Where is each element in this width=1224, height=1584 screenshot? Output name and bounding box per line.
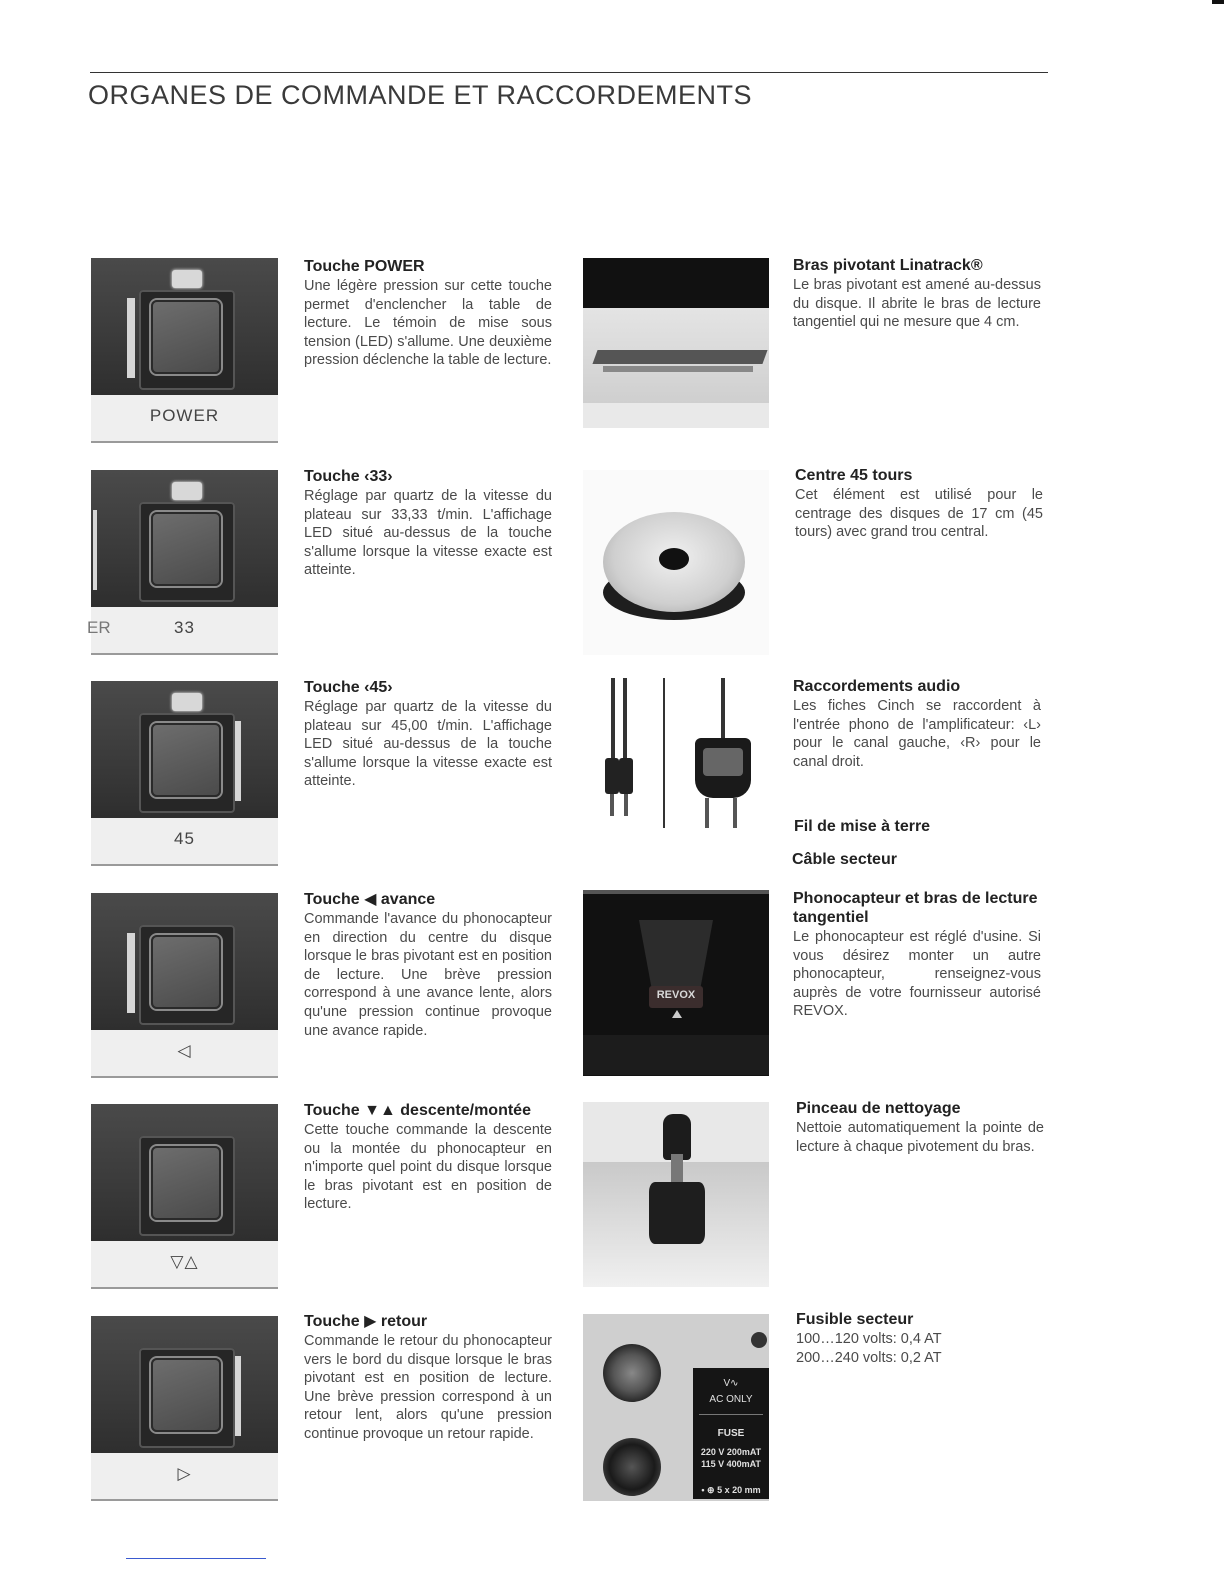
lift-button-photo (91, 1104, 278, 1289)
control-block-power (304, 257, 552, 370)
partial-label: ER (87, 618, 111, 637)
power-label: POWER (149, 406, 220, 425)
speed-33-button-photo (87, 470, 278, 655)
control-title: Touche ‹33› (304, 468, 393, 485)
control-title: Touche ▼▲ descente/montée (304, 1102, 531, 1119)
return-key (151, 1358, 221, 1432)
component-title: Pinceau de nettoyage (796, 1100, 961, 1117)
control-body: Réglage par quartz de la vitesse du plateau sur 45,00 t/min. L'affichage LED situé au-dessus de la touche s'allume lorsque la vitesse exacte est atteinte. (304, 699, 552, 790)
pickup-photo (583, 890, 769, 1076)
component-block-pickup (793, 889, 1041, 1021)
component-block-audio (793, 677, 1041, 771)
return-label: ▷ (177, 1464, 192, 1483)
fuse-panel-line: 220 V 200mAT (700, 1447, 762, 1457)
power-button-photo (91, 258, 278, 443)
control-body: Commande le retour du phonocapteur vers le bord du disque lorsque le bras pivotant est en position de lecture. Une brève pression correspond à un retour lent, alors qu'une pression continue provoque un retour rapide. (304, 1333, 552, 1442)
control-block-advance (304, 890, 552, 1040)
ground-wire-label (794, 817, 1042, 837)
control-block-33 (304, 467, 552, 580)
fuse-panel-photo (583, 1314, 769, 1501)
speed-45-key (151, 723, 221, 797)
component-title: Raccordements audio (793, 678, 961, 695)
lift-label: ▽△ (170, 1252, 199, 1271)
mains-cable-title: Câble secteur (792, 851, 897, 868)
fuse-panel-line: • ⊕ 5 x 20 mm (701, 1485, 761, 1495)
control-block-lift (304, 1101, 552, 1214)
linatrack-arm-photo (583, 258, 769, 428)
component-title: Phonocapteur et bras de lecture tangentiel (793, 890, 1038, 926)
led-indicator (172, 693, 202, 711)
power-key (151, 300, 221, 374)
advance-key (151, 935, 221, 1009)
control-body: Une légère pression sur cette touche permet d'enclencher la table de lecture. Le témoin de mise sous tension (LED) s'allume. Une deuxième pression déclenche la table de lecture. (304, 278, 552, 369)
component-body: Le phonocapteur est réglé d'usine. Si vous désirez monter un autre phonocapteur, renseignez-vous auprès de votre fournisseur autorisé REVOX. (793, 929, 1041, 1020)
corner-mark (1212, 0, 1224, 4)
component-body: Le bras pivotant est amené au-dessus du disque. Il abrite le bras de lecture tangentiel qui ne mesure que 4 cm. (793, 277, 1041, 331)
control-title: Touche POWER (304, 258, 425, 275)
fuse-panel-line: V∿ (723, 1378, 739, 1389)
bottom-rule (126, 1558, 266, 1559)
component-block-arm (793, 256, 1041, 332)
fuse-rating-2: 200…240 volts: 0,2 AT (796, 1349, 942, 1366)
control-body: Cette touche commande la descente ou la montée du phonocapteur en n'importe quel point du disque lorsque le bras pivotant est en position de lecture. (304, 1122, 552, 1213)
led-indicator (172, 270, 202, 288)
speed-33-key (151, 512, 221, 586)
top-rule (90, 72, 1048, 73)
fuse-panel-line: FUSE (717, 1428, 745, 1439)
control-block-return (304, 1312, 552, 1444)
component-title: Centre 45 tours (795, 467, 913, 484)
control-block-45 (304, 678, 552, 791)
fuse-panel-line: 115 V 400mAT (701, 1459, 761, 1469)
led-indicator (172, 482, 202, 500)
speed-33-label: 33 (174, 618, 195, 637)
control-title: Touche ‹45› (304, 679, 393, 696)
component-body: Cet élément est utilisé pour le centrage des disques de 17 cm (45 tours) avec grand trou central. (795, 487, 1043, 541)
cleaning-brush-photo (583, 1102, 769, 1287)
center-45-adapter-photo (583, 470, 769, 655)
advance-button-photo (91, 893, 278, 1078)
speed-45-button-photo (91, 681, 278, 866)
audio-cables-photo (583, 678, 769, 838)
advance-label: ◁ (177, 1041, 192, 1060)
speed-45-label: 45 (174, 829, 195, 848)
component-block-center45 (795, 466, 1043, 542)
control-body: Commande l'avance du phonocapteur en direction du centre du disque lorsque le bras pivotant est en position de lecture. Une brève pression correspond à une avance lente, alors qu'une pression continue provoque une avance rapide. (304, 911, 552, 1039)
page-title: ORGANES DE COMMANDE ET RACCORDEMENTS (88, 80, 753, 110)
mains-cable-label (792, 850, 1040, 870)
control-body: Réglage par quartz de la vitesse du plateau sur 33,33 t/min. L'affichage LED situé au-dessus de la touche s'allume lorsque la vitesse exacte est atteinte. (304, 488, 552, 579)
fuse-rating-1: 100…120 volts: 0,4 AT (796, 1331, 942, 1347)
fuse-panel-line: AC ONLY (709, 1394, 753, 1405)
component-title: Bras pivotant Linatrack® (793, 257, 983, 274)
control-title: Touche ▶ retour (304, 1313, 428, 1330)
component-title: Fusible secteur (796, 1311, 914, 1328)
component-block-brush (796, 1099, 1044, 1156)
component-body: Nettoie automatiquement la pointe de lecture à chaque pivotement du bras. (796, 1120, 1044, 1155)
component-block-fuse (796, 1310, 1044, 1367)
ground-wire-title: Fil de mise à terre (794, 818, 931, 835)
return-button-photo (91, 1316, 278, 1501)
lift-key (151, 1146, 221, 1220)
revox-badge: REVOX (656, 989, 696, 1001)
control-title: Touche ◀ avance (304, 891, 436, 908)
component-body: Les fiches Cinch se raccordent à l'entrée phono de l'amplificateur: ‹L› pour le canal gauche, ‹R› pour le canal droit. (793, 698, 1041, 770)
